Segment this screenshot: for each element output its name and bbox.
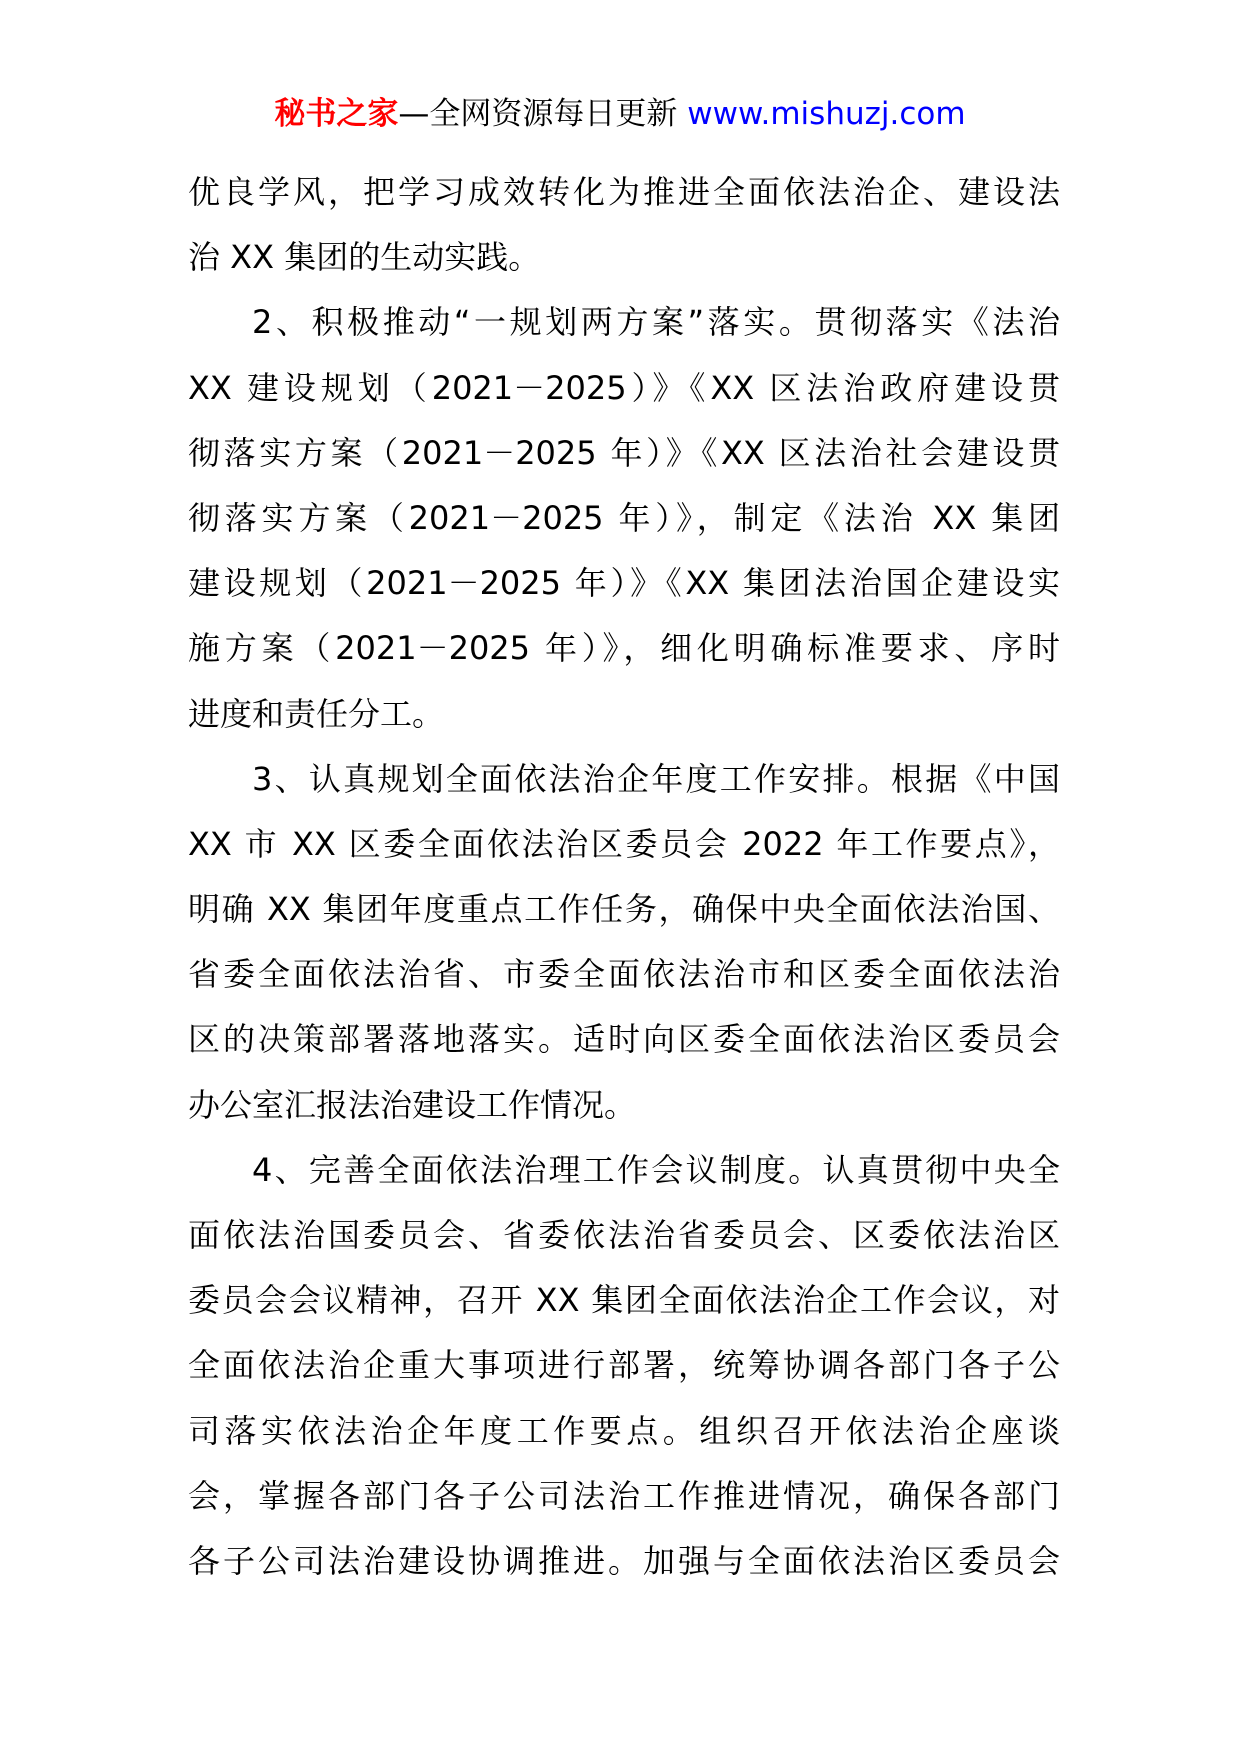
text-line: 优良学风，把学习成效转化为推进全面依法治企、建设法 xyxy=(188,173,1060,211)
text-line: 区的决策部署落地落实。适时向区委全面依法治区委员会 xyxy=(188,1020,1060,1059)
text-line: 会，掌握各部门各子公司法治工作推进情况，确保各部门 xyxy=(188,1476,1060,1515)
text-line: XX 市 XX 区委全面依法治区委员会 2022 年工作要点》， xyxy=(188,824,1060,863)
text-line: 委员会会议精神，召开 XX 集团全面依法治企工作会议，对 xyxy=(188,1281,1060,1320)
paragraph-start-line: 4、完善全面依法治理工作会议制度。认真贯彻中央全 xyxy=(252,1150,1060,1189)
text-line: 司落实依法治企年度工作要点。组织召开依法治企座谈 xyxy=(188,1411,1060,1450)
text-line: 各子公司法治建设协调推进。加强与全面依法治区委员会 xyxy=(188,1541,1060,1580)
text-line: 施方案（2021－2025 年）》，细化明确标准要求、序时 xyxy=(188,629,1060,668)
text-line: 治 XX 集团的生动实践。 xyxy=(188,238,541,277)
text-line: 建设规划（2021－2025 年）》《XX 集团法治国企建设实 xyxy=(188,564,1060,603)
brand-name: 秘书之家 xyxy=(274,96,399,132)
paragraph-start-line: 2、积极推动“一规划两方案”落实。贯彻落实《法治 xyxy=(252,303,1060,342)
text-line: 办公室汇报法治建设工作情况。 xyxy=(188,1085,637,1124)
text-line: 彻落实方案（2021－2025 年）》，制定《法治 XX 集团 xyxy=(188,498,1060,537)
site-header xyxy=(0,94,1240,134)
document-body xyxy=(188,160,1060,1594)
paragraph-start-line: 3、认真规划全面依法治企年度工作安排。根据《中国 xyxy=(252,759,1060,798)
site-url-link[interactable]: www.mishuzj.com xyxy=(687,96,966,132)
text-line: 省委全面依法治省、市委全面依法治市和区委全面依法治 xyxy=(188,955,1060,994)
text-line: XX 建设规划（2021－2025）》《XX 区法治政府建设贯 xyxy=(188,368,1060,407)
text-line: 彻落实方案（2021－2025 年）》《XX 区法治社会建设贯 xyxy=(188,433,1060,472)
text-line: 进度和责任分工。 xyxy=(188,694,445,733)
text-line: 明确 XX 集团年度重点工作任务，确保中央全面依法治国、 xyxy=(188,890,1060,929)
header-tagline: —全网资源每日更新 xyxy=(398,96,688,132)
text-line: 面依法治国委员会、省委依法治省委员会、区委依法治区 xyxy=(188,1216,1060,1254)
text-line: 全面依法治企重大事项进行部署，统筹协调各部门各子公 xyxy=(188,1346,1060,1385)
